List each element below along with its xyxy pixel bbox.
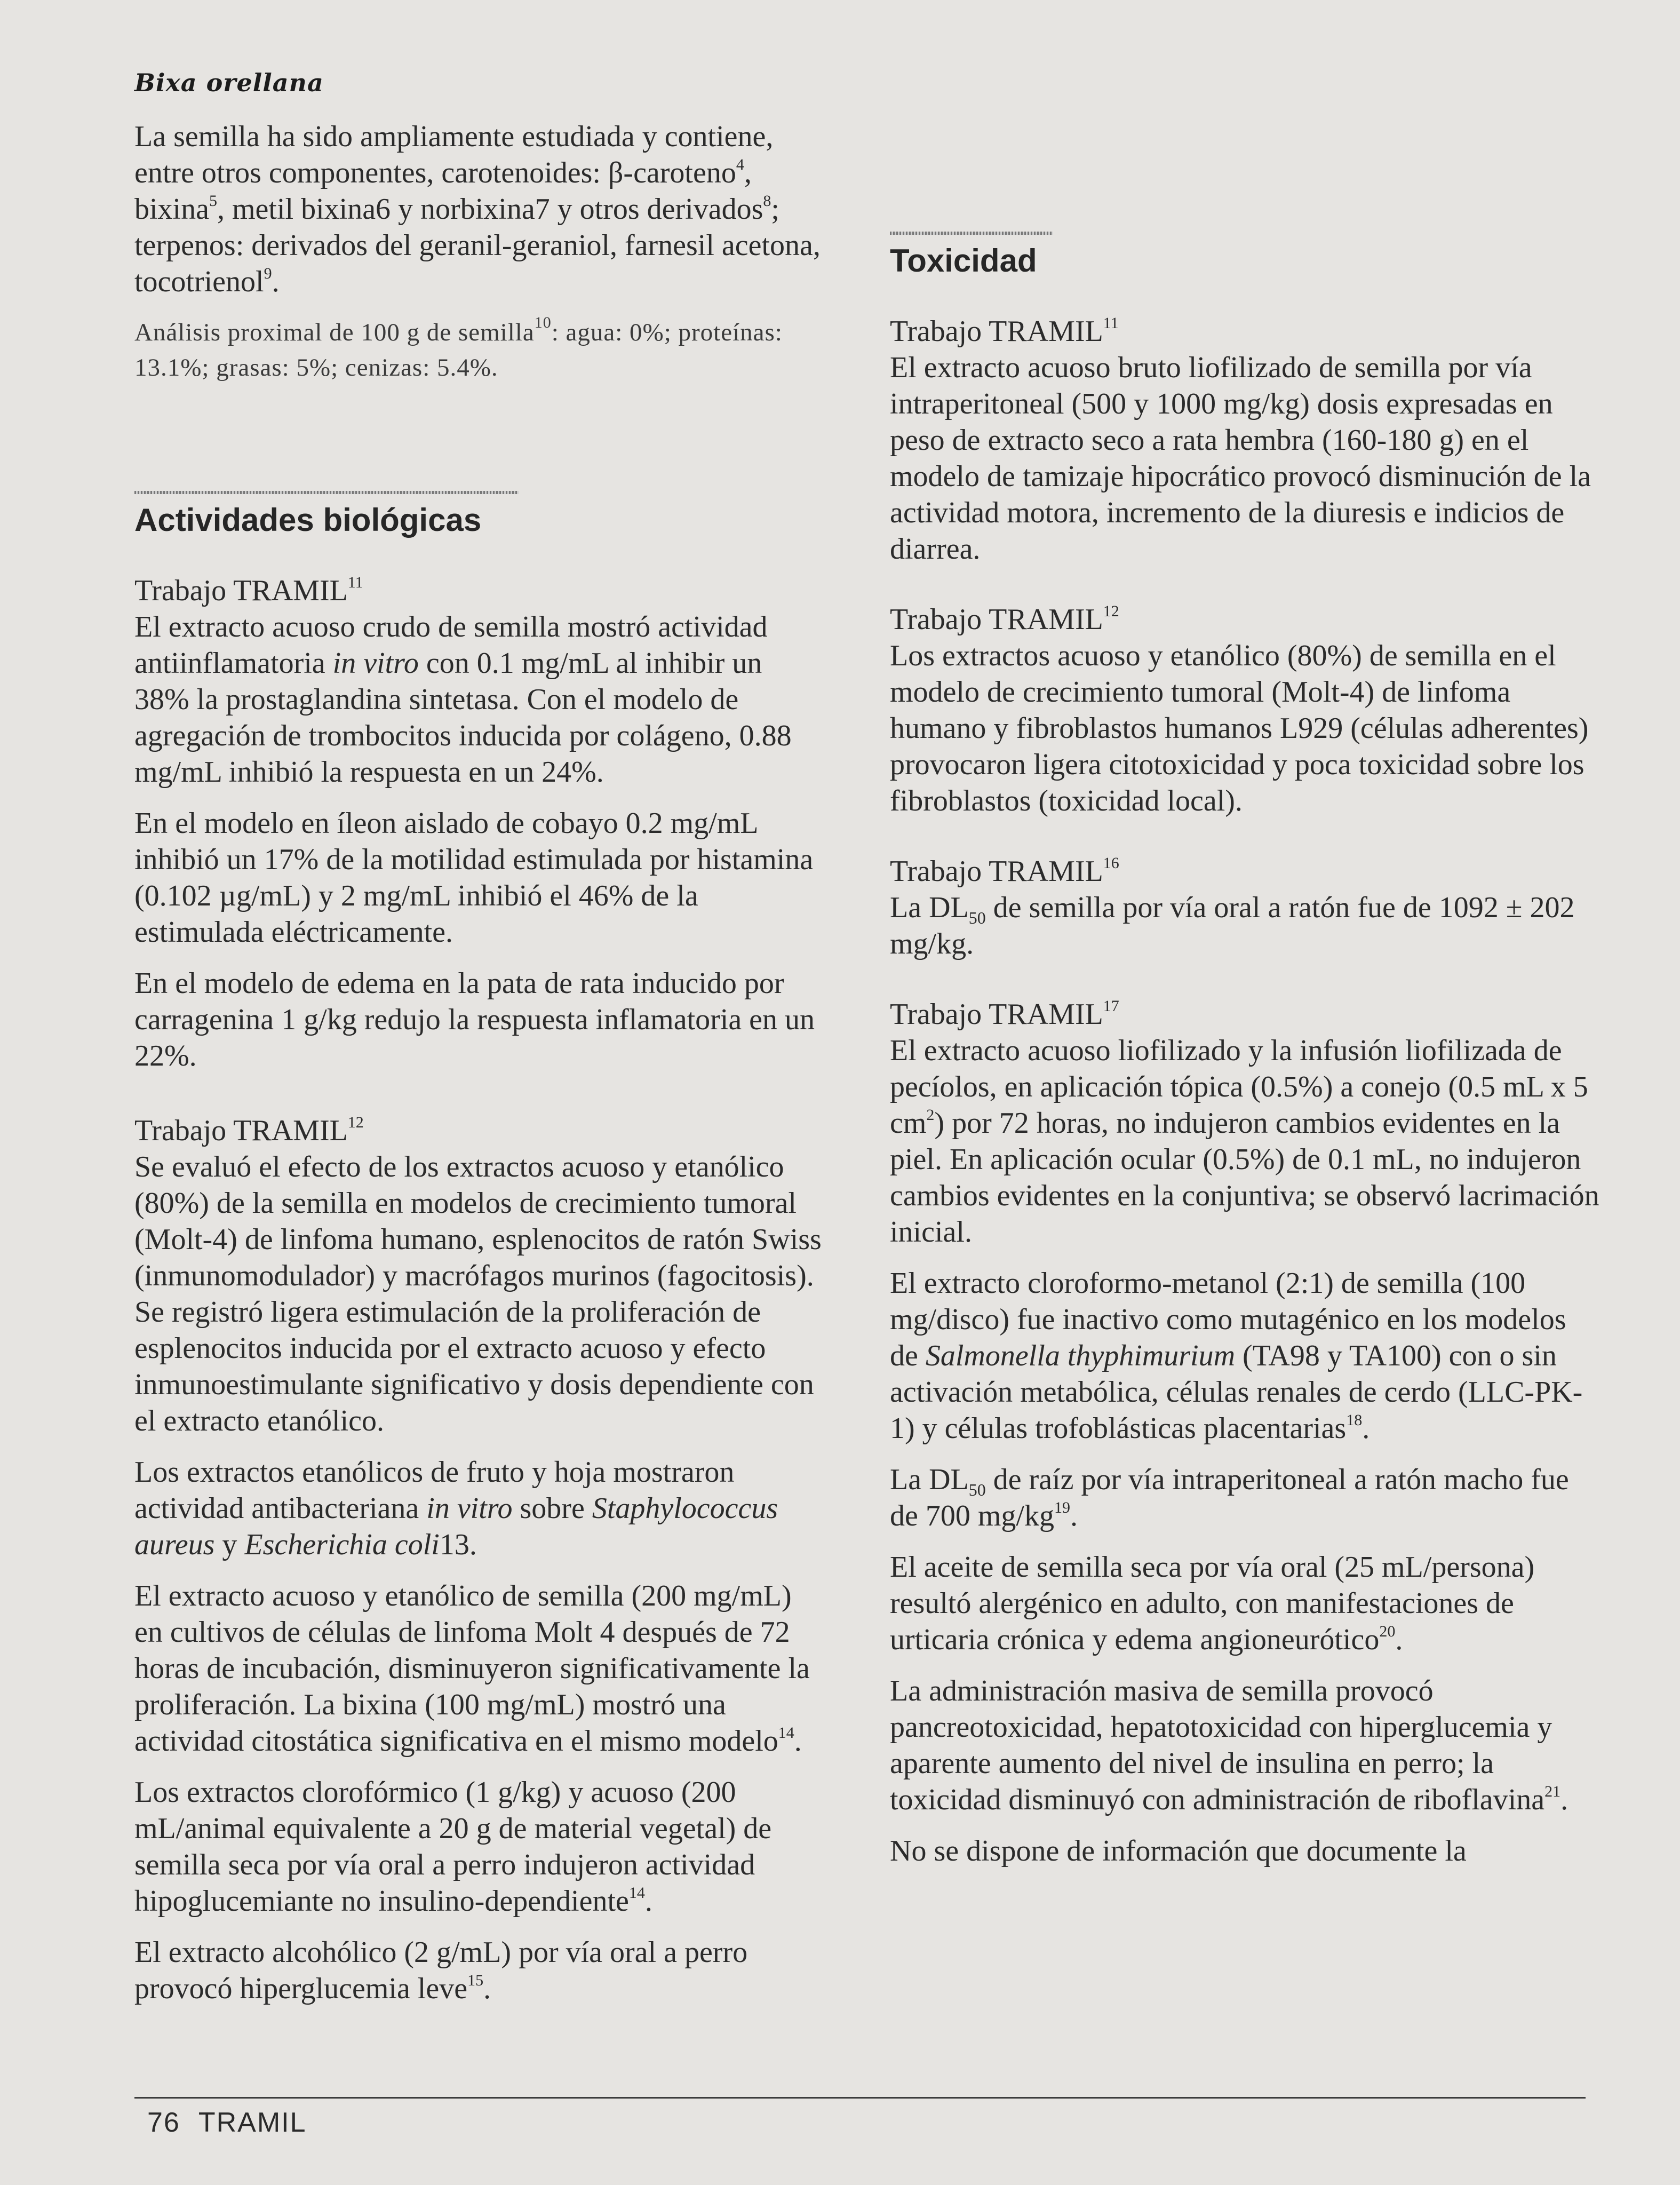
intro-paragraph: La semilla ha sido ampliamente estudiada y contiene, entre otros componentes, carotenoides: β-caroteno$^4$, bixina$^5$, metil bixina6 y norbixina7 y otros derivados$^8$; terpenos: derivados del geranil-geraniol, farnesil acetona, tocotrienol$^9$. (134, 120, 821, 298)
allergenic-paragraph: El aceite de semilla seca por vía oral (25 mL/persona) resultó alergénico en adulto, con manifestaciones de urticaria crónica y edema angioneurótico$^{20}$. (890, 1551, 1535, 1656)
section-rule (134, 491, 519, 494)
tox-11-paragraph: El extracto acuoso bruto liofilizado de semilla por vía intraperitoneal (500 y 1000 mg/kg) dosis expresadas en peso de extracto seco a rata hembra (160-180 g) en el modelo de tamizaje hipocrático provocó disminución de la actividad motora, incremento de la diuresis e indicios de diarrea. (890, 351, 1591, 566)
section-rule (890, 232, 1053, 235)
tox-12-paragraph: Los extractos acuoso y etanólico (80%) de semilla en el modelo de crecimiento tumoral (Molt-4) de linfoma humano y fibroblastos humanos L929 (células adherentes) provocaron ligera citotoxicidad y poca toxicidad sobre los fibroblastos (toxicidad local). (890, 639, 1589, 817)
alcoholic-paragraph: El extracto alcohólico (2 g/mL) por vía oral a perro provocó hiperglucemia leve$^{15}$. (134, 1936, 748, 2005)
right-column (890, 118, 1599, 1884)
tox-work-title-16: Trabajo TRAMIL$^{16}$ (890, 854, 1119, 888)
proximal-analysis: Análisis proximal de 100 g de semilla$^{10}$: agua: 0%; proteínas: 13.1%; grasas: 5%; cenizas: 5.4%. (134, 314, 783, 382)
tox-work-title-17: Trabajo TRAMIL$^{17}$ (890, 997, 1119, 1031)
tox-16-paragraph: La $DL_{50}$ de semilla por vía oral a ratón fue de 1092 ± 202 mg/kg. (890, 891, 1575, 960)
massive-administration-paragraph: La administración masiva de semilla provocó pancreotoxicidad, hepatotoxicidad con hiperglucemia y aparente aumento del nivel de insulina en perro; la toxicidad disminuyó con administración de riboflavina$^{21}$. (890, 1674, 1568, 1816)
work-11-paragraph-1: El extracto acuoso crudo de semilla mostró actividad antiinflamatoria in vitro con 0.1 mg/mL al inhibir un 38% la prostaglandina sintetasa. Con el modelo de agregación de trombocitos inducida por colágeno, 0.88 mg/mL inhibió la respuesta en un 24%. (134, 610, 792, 789)
work-title-12: Trabajo TRAMIL$^{12}$ (134, 1114, 364, 1147)
no-information-paragraph: No se dispone de información que documente la (890, 1834, 1467, 1868)
footer-rule (134, 2097, 1586, 2099)
page-number: 76 (147, 2107, 180, 2138)
work-title-11: Trabajo TRAMIL$^{11}$ (134, 574, 363, 607)
hypoglycemic-paragraph: Los extractos clorofórmico (1 g/kg) y acuoso (200 mL/animal equivalente a 20 g de material vegetal) de semilla seca por vía oral a perro indujeron actividad hipoglucemiante no insulino-dependiente$^{14}$. (134, 1776, 772, 1918)
mutagenic-paragraph: El extracto cloroformo-metanol (2:1) de semilla (100 mg/disco) fue inactivo como mutagénico en los modelos de Salmonella thyphimurium (TA98 y TA100) con o sin activación metabólica, células renales de cerdo (LLC-PK-1) y células trofoblásticas placentarias$^{18}$. (890, 1267, 1583, 1445)
work-11-paragraph-3: En el modelo de edema en la pata de rata inducido por carragenina 1 g/kg redujo la respuesta inflamatoria en un 22%. (134, 967, 815, 1072)
tox-work-title-11: Trabajo TRAMIL$^{11}$ (890, 314, 1119, 348)
footer-publisher: TRAMIL (198, 2107, 307, 2138)
root-dl50-paragraph: La $DL_{50}$ de raíz por vía intraperitoneal a ratón macho fue de 700 $mg/kg^{19}$. (890, 1463, 1569, 1532)
section-title-toxicity: Toxicidad (890, 243, 1037, 279)
tox-17-paragraph: El extracto acuoso liofilizado y la infusión liofilizada de pecíolos, en aplicación tópica (0.5%) a conejo (0.5 mL x 5 $cm^2$) por 72 horas, no indujeron cambios evidentes en la piel. En aplicación ocular (0.5%) de 0.1 mL, no indujeron cambios evidentes en la conjuntiva; se observó lacrimación inicial. (890, 1034, 1599, 1249)
page-footer (147, 2107, 325, 2139)
running-header: Bixa orellana (134, 68, 324, 97)
work-12-paragraph-1: Se evaluó el efecto de los extractos acuoso y etanólico (80%) de la semilla en modelos de crecimiento tumoral (Molt-4) de linfoma humano, esplenocitos de ratón Swiss (inmunomodulador) y macrófagos murinos (fagocitosis). Se registró ligera estimulación de la proliferación de esplenocitos inducida por el extracto acuoso y efecto inmunoestimulante significativo y dosis dependiente con el extracto etanólico. (134, 1150, 822, 1437)
work-11-paragraph-2: En el modelo en íleon aislado de cobayo 0.2 mg/mL inhibió un 17% de la motilidad estimulada por histamina (0.102 µg/mL) y 2 mg/mL inhibió el 46% de la estimulada eléctricamente. (134, 807, 814, 949)
molt4-paragraph: El extracto acuoso y etanólico de semilla (200 mg/mL) en cultivos de células de linfoma Molt 4 después de 72 horas de incubación, disminuyeron significativamente la proliferación. La bixina (100 mg/mL) mostró una actividad citostática significativa en el mismo modelo$^{14}$. (134, 1579, 810, 1758)
left-column (134, 118, 823, 2022)
tox-work-title-12: Trabajo TRAMIL$^{12}$ (890, 602, 1119, 636)
antibacterial-paragraph: Los extractos etanólicos de fruto y hoja mostraron actividad antibacteriana in vitro sobre Staphylococcus aureus y Escherichia coli13. (134, 1456, 778, 1561)
section-title-biological-activities: Actividades biológicas (134, 502, 482, 538)
